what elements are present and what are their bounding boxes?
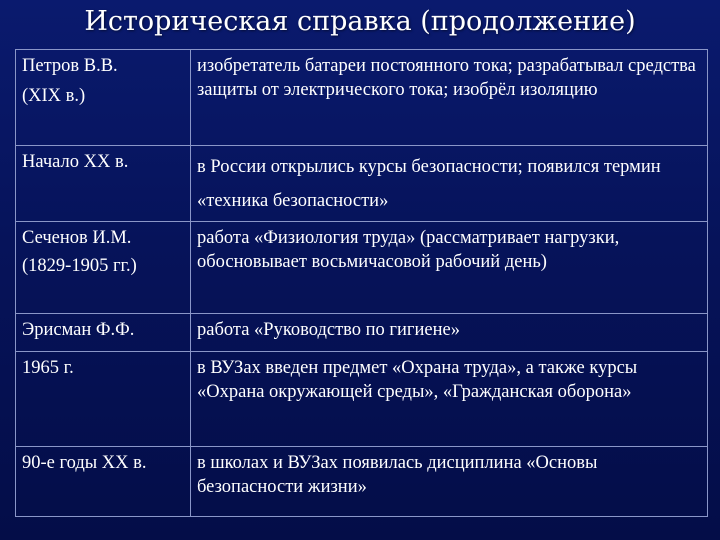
row-label-cell [16,146,191,222]
row-label-cell [16,50,191,146]
slide-title: Историческая справка (продолжение) [84,6,636,37]
row-label-cell [16,314,191,352]
row-description: в ВУЗах введен предмет «Охрана труда», а также курсы «Охрана окружающей среды», «Гражданская оборона» [191,352,708,447]
row-description: изобретатель батареи постоянного тока; разрабатывал средства защиты от электрического тока; изобрёл изоляцию [191,50,708,146]
history-table [15,49,708,517]
table-row [16,447,708,517]
row-description: в России открылись курсы безопасности; появился термин «техника безопасности» [191,146,708,222]
table-row [16,314,708,352]
person-period: (XIX в.) [22,86,86,106]
table-row [16,352,708,447]
person-name: Сеченов И.М. [22,228,132,248]
table-row [16,146,708,222]
row-description: работа «Руководство по гигиене» [191,314,708,352]
period-name: 90-е годы XX в. [22,453,147,473]
person-name: Эрисман Ф.Ф. [22,320,135,340]
period-name: Начало XX в. [22,152,129,172]
person-period: (1829-1905 гг.) [22,256,137,276]
row-description: в школах и ВУЗах появилась дисциплина «Основы безопасности жизни» [191,447,708,517]
row-label-cell [16,352,191,447]
row-label-cell [16,222,191,314]
person-name: Петров В.В. [22,56,118,76]
table-row [16,50,708,146]
row-description: работа «Физиология труда» (рассматривает нагрузки, обосновывает восьмичасовой рабочий день) [191,222,708,314]
row-label-cell [16,447,191,517]
year-label: 1965 г. [22,358,74,378]
table-row [16,222,708,314]
